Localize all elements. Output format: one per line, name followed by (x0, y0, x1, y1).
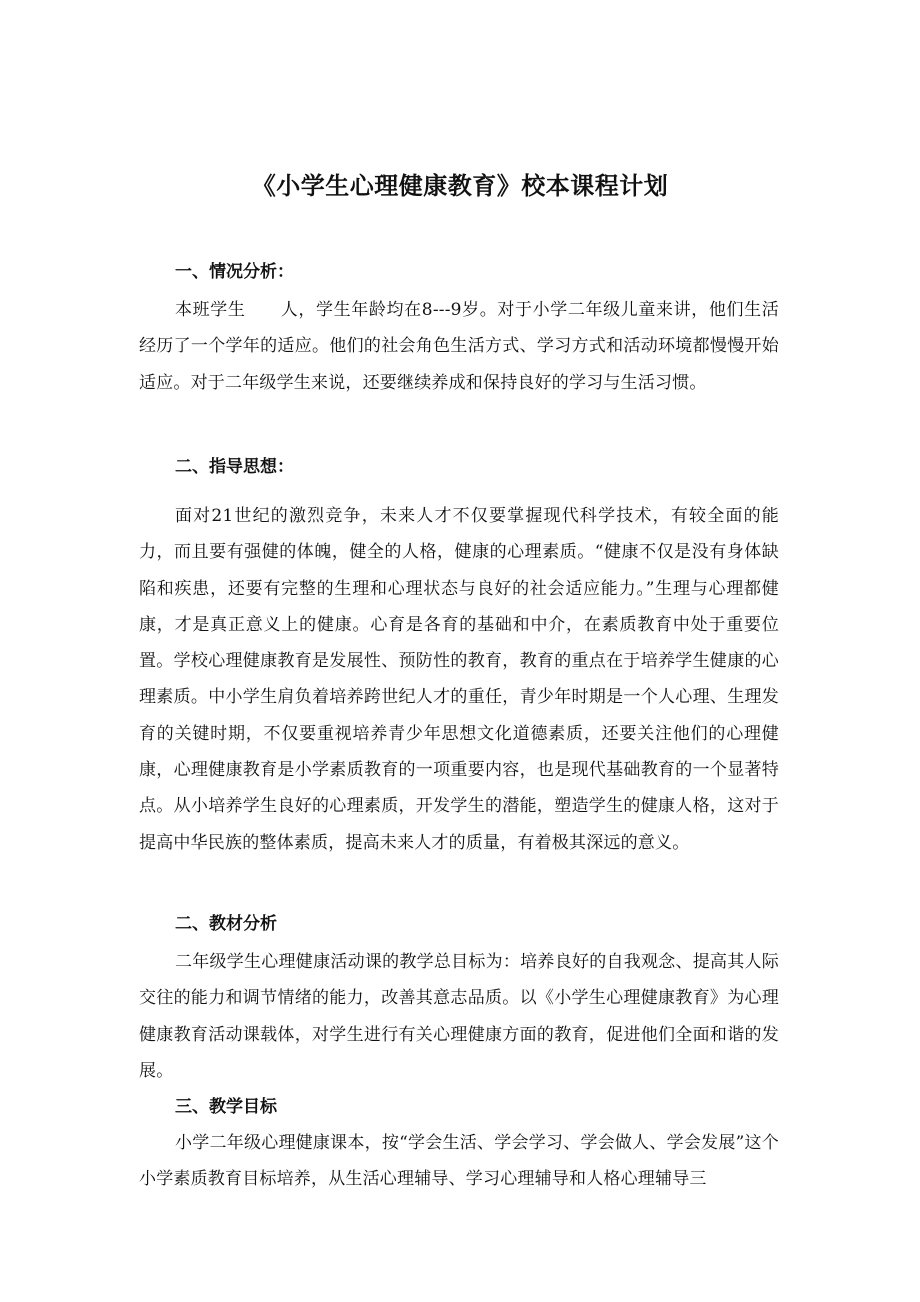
section-body-textbook-analysis: 二年级学生心理健康活动课的教学总目标为：培养良好的自我观念、提高其人际交往的能力和调节情绪的能力，改善其意志品质。以《小学生心理健康教育》为心理健康教育活动课载体，对学生进行有关心理健康方面的教育，促进他们全面和谐的发展。 (139, 952, 779, 1081)
section-body-guiding-ideology: 面对21世纪的激烈竞争，未来人才不仅要掌握现代科学技术，有较全面的能力，而且要有强健的体魄，健全的人格，健康的心理素质。“健康不仅是没有身体缺陷和疾患，还要有完整的生理和心理状态与良好的社会适应能力。”生理与心理都健康，才是真正意义上的健康。心育是各育的基础和中介，在素质教育中处于重要位置。学校心理健康教育是发展性、预防性的教育，教育的重点在于培养学生健康的心理素质。中小学生肩负着培养跨世纪人才的重任，青少年时期是一个人心理、生理发育的关键时期，不仅要重视培养青少年思想文化道德素质，还要关注他们的心理健康，心理健康教育是小学素质教育的一项重要内容，也是现代基础教育的一个显著特点。从小培养学生良好的心理素质，开发学生的潜能，塑造学生的健康人格，这对于提高中华民族的整体素质，提高未来人才的质量，有着极其深远的意义。 (139, 506, 779, 853)
section-body-situation-analysis: 本班学生 人，学生年龄均在8---9岁。对于小学二年级儿童来讲，他们生活经历了一个学年的适应。他们的社会角色生活方式、学习方式和活动环境都慢慢开始适应。对于二年级学生来说，还要继续养成和保持良好的学习与生活习惯。 (139, 300, 779, 393)
section-heading-situation-analysis: 一、情况分析： (175, 262, 294, 282)
section-heading-teaching-goals: 三、教学目标 (175, 1097, 277, 1117)
section-heading-textbook-analysis: 二、教材分析 (175, 914, 277, 934)
section-heading-guiding-ideology: 二、指导思想： (175, 457, 294, 477)
document-title: 《小学生心理健康教育》校本课程计划 (251, 172, 669, 200)
section-body-teaching-goals: 小学二年级心理健康课本，按“学会生活、学会学习、学会做人、学会发展”这个小学素质教育目标培养，从生活心理辅导、学习心理辅导和人格心理辅导三 (139, 1133, 779, 1190)
